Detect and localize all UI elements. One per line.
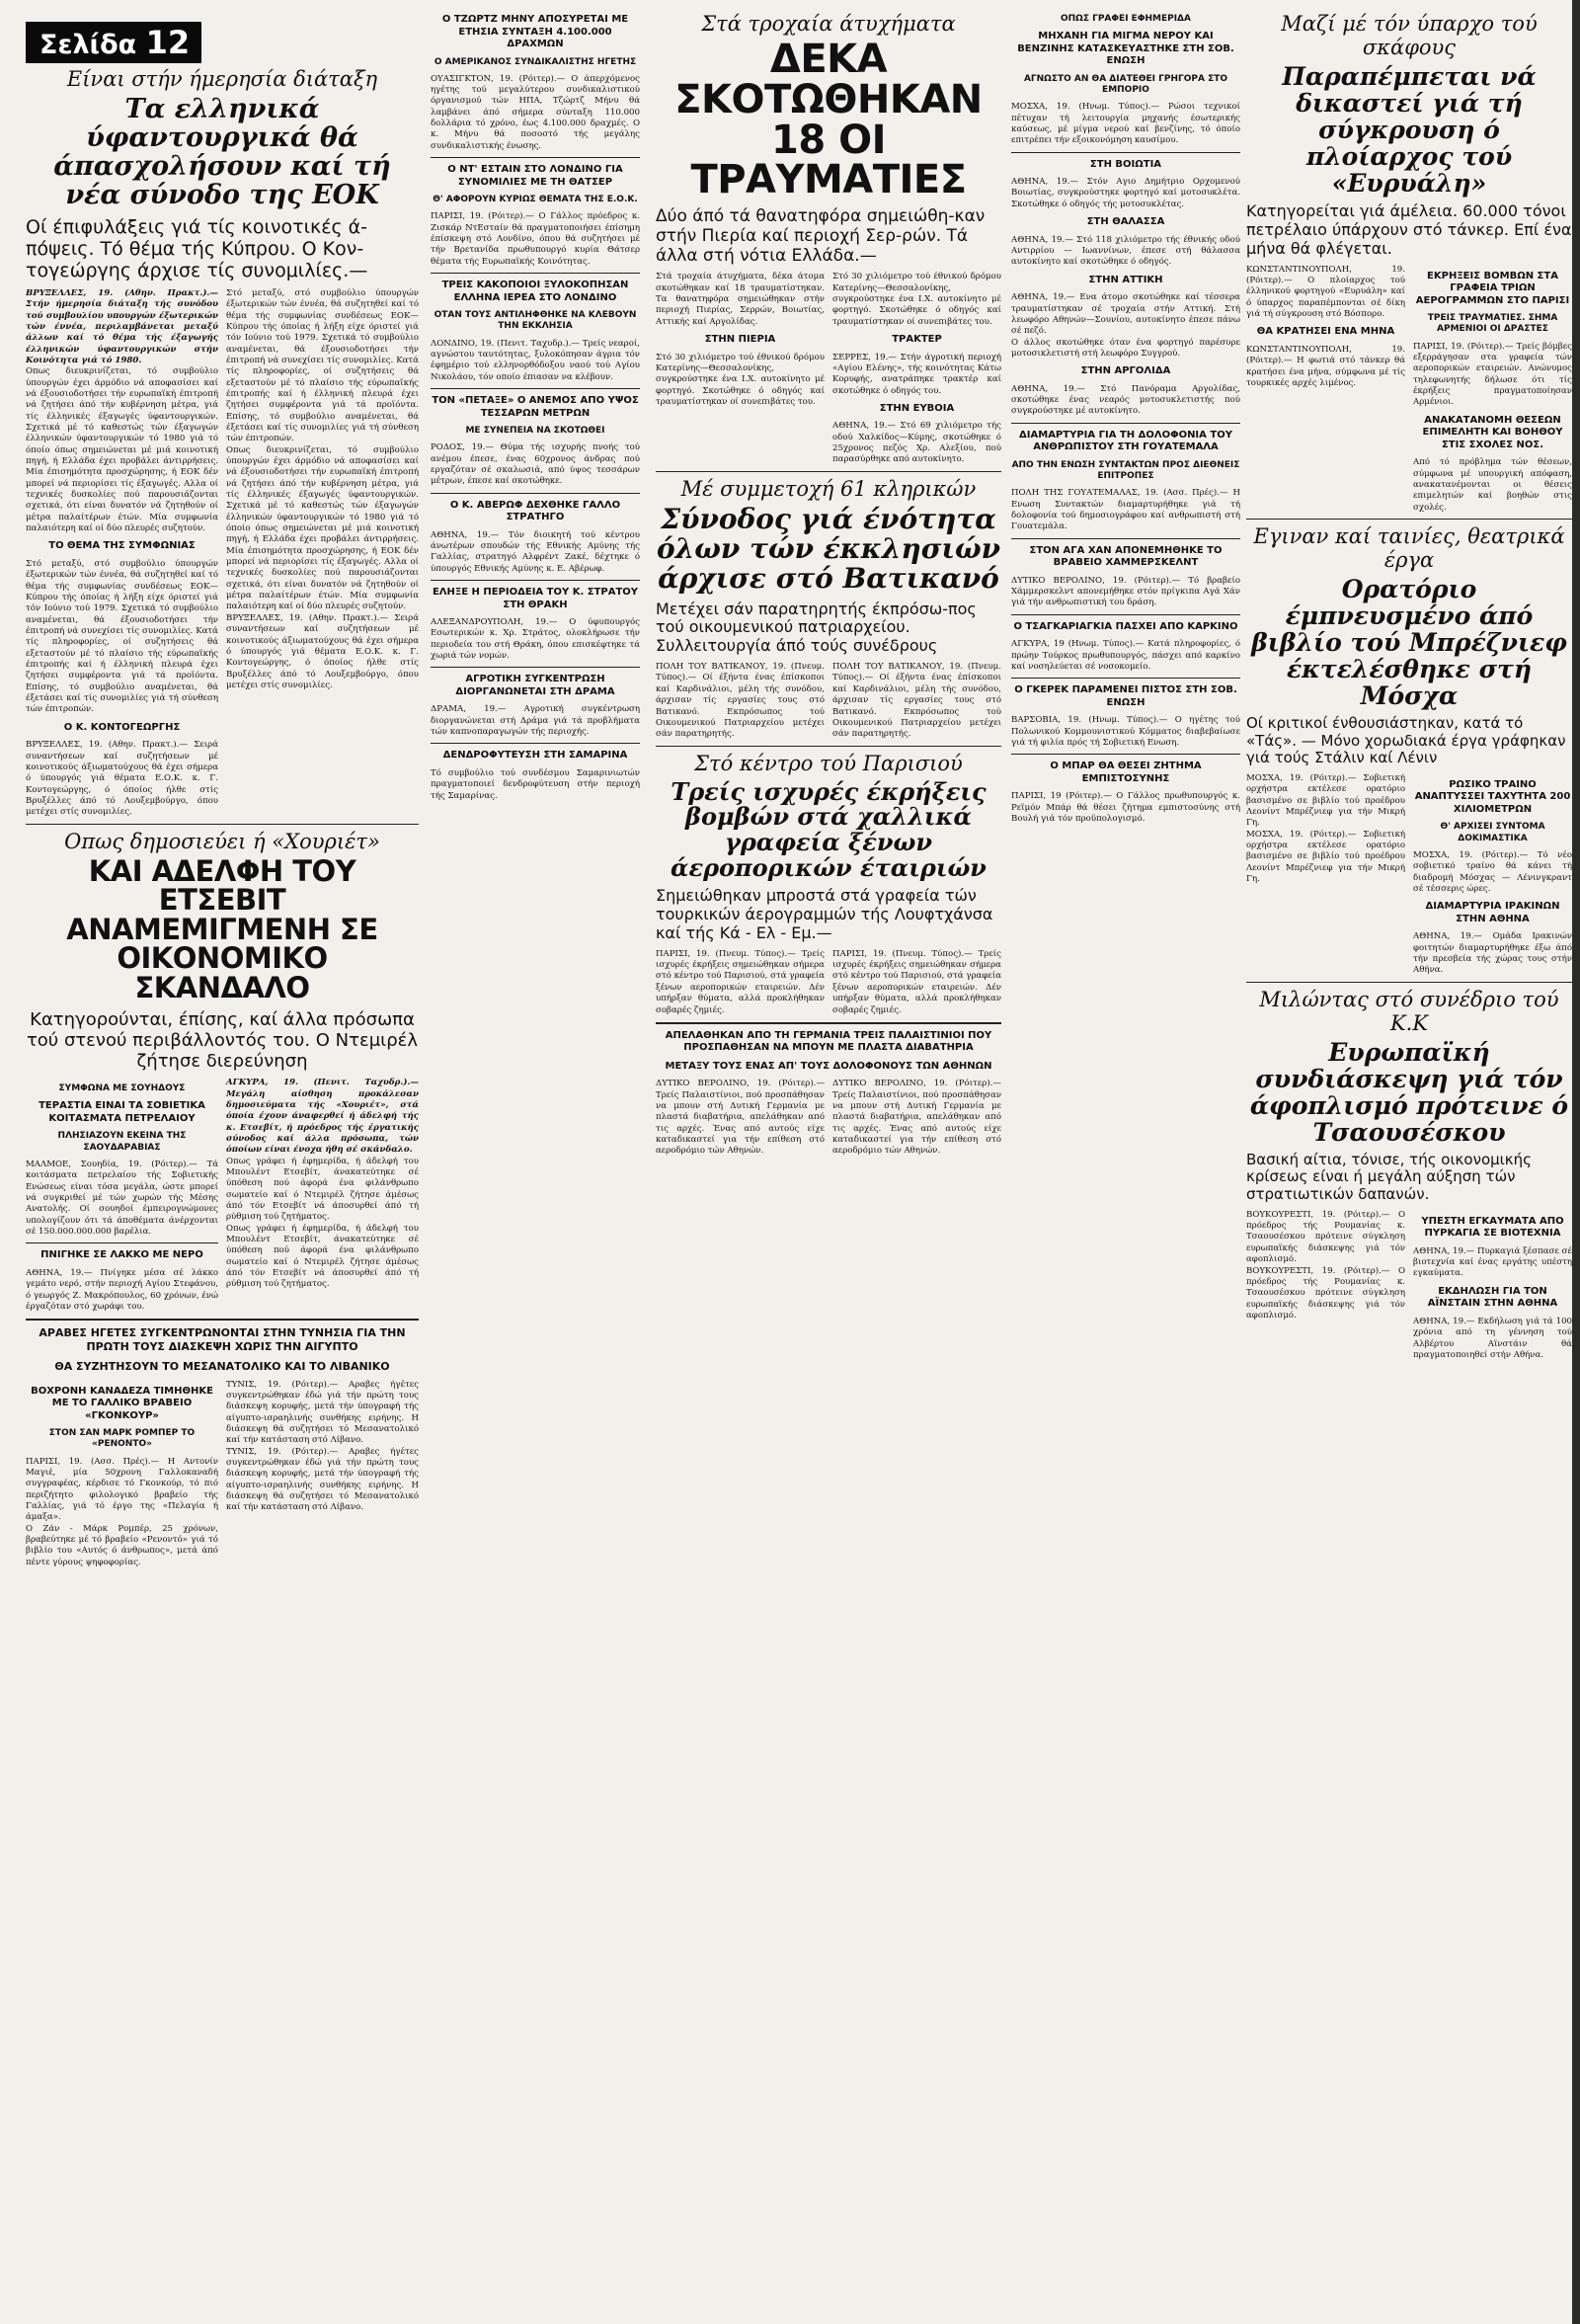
article-deck: Κατηγορείται γιά άμέλεια. 60.000 τόνοι πετρέλαιο ύπάρχουν στό τάνκερ. Επί ένα μήνα θά φλέγεται. [1246,201,1572,258]
column-3 [656,0,1001,2324]
column-2 [431,0,640,2324]
article-text: Οπως διευκρινίζεται, τό συμβούλιο ύπουργών έχει άρμόδιο νά αποφασίσει καί νά έξουσιοδοτήσει τήν ευρωπαϊκή έπιτροπή νά ζητήσει άπό τήν κυβέρνηση μέτρα, γιά τίς έλληνικές έξαγωγές ύφαντουργικών. Σχετικά μέ τό καθεστώς τών έξαγωγών έλληνικών ύφαντουργικών τό 1980 γιά τό όποίο όπως σημειώνεται μέ μιά κοινοτική πηγή, ή Ελλάδα έχει προβάλει άντιρρήσεις. Μία έπισημότητα προσχώρησης, ή ΕΟΚ δέν μπορεί νά περιορίσει τίς έξαγωγές. Αλλα οί τεχνικές δυσκολίες πού παρουσιάζονται σχετικά, ότι είναι δυνατόν νά ζητηθούν οί μέτρα παλαίτέρων έτών. Μία συμφωνία παλαιότερη καί οί δύο πλευρές συζητούν. [226,444,419,612]
article-text: ΠΟΛΗ ΤΟΥ ΒΑΤΙΚΑΝΟΥ, 19. (Πνευμ. Τύπος).— Οί έξήντα ένας έπίσκοποι καί Καρδινάλιοι, μέλη τής συνόδου, άρχισαν τίς εργασίες τους στό Βατικανό. Εκπρόσωπος τού Οικουμενικού Πατριαρχείου μετέχει σάν παρατηρητής. [832,662,1001,740]
box-heading: ΠΝΙΓΗΚΕ ΣΕ ΛΑΚΚΟ ΜΕ ΝΕΡΟ [40,1249,203,1261]
box-heading: Ο ΝΤ' ΕΣΤΑΙΝ ΣΤΟ ΛΟΝΔΙΝΟ ΓΙΑ ΣΥΝΟΜΙΛΙΕΣ ΜΕ ΤΗ ΘΑΤΣΕΡ [447,164,623,188]
article-text: Στό 30 χιλιόμετρο τού έθνικού δρόμου Κατερίνης—Θεσσαλονίκης, συγκρούστηκε ένα Ι.Χ. αυτοκίνητο μέ φορτηγό. Σκοτώθηκε ό οδηγός καί τραυματίστηκαν οί συνεπιβάτες του. [832,272,1001,327]
box-heading: Θ' ΑΦΟΡΟΥΝ ΚΥΡΙΩΣ ΘΕΜΑΤΑ ΤΗΣ Ε.Ο.Κ. [433,195,638,205]
article-text: ΑΘΗΝΑ, 19.— Στόν Αγιο Δημήτριο Ορχομενού Βοιωτίας, συγκρούστηκε φορτηγό καί μοτοσυκλέτα. Σκοτώθηκε ό οδηγός τής μοτοσυκλέτας. [1011,177,1240,209]
box-heading: ΟΤΑΝ ΤΟΥΣ ΑΝΤΙΛΗΦΘΗΚΕ ΝΑ ΚΛΕΒΟΥΝ ΤΗΝ ΕΚΚΛΗΣΙΑ [434,310,637,332]
article-text: ΑΛΕΞΑΝΔΡΟΥΠΟΛΗ, 19.— Ο ύφυπουργός Εσωτερικών κ. Χρ. Στράτος, ολοκλήρωσε τήν περιοδεία του στή Θράκη, όπου επισκέφτηκε τά χωριά τών νομών. [431,617,640,662]
article-text: ΤΥΝΙΣ, 19. (Ρόιτερ).— Αραβες ήγέτες συγκεντρώθηκαν έδώ γιά τήν πρώτη τους διάσκεψη κορυφής, μετά τήν ύπογραφή τής αίγυπτο-ισραηλινής συνθήκης ειρήνης. Η διάσκεψη θά συζητήσει τό Μεσανατολικό καί τήν κατάσταση στό Λίβανο. [226,1446,419,1513]
article-headline: Τα ελληνικά ύφαντουργικά θά άπασχολήσουν καί τή νέα σύνοδο της ΕΟΚ [53,94,391,211]
article-headline: Παραπέμπεται νά δικαστεί γιά τή σύγκρουση ό πλοίαρχος τού «Ευρυάλη» [1282,62,1537,198]
article-text: ΜΟΣΧΑ, 19. (Ηνωμ. Τύπος).— Ρώσοι τεχνικοί πέτυχαν τή λειτουργία μηχανής έσωτερικής καύσεως, μέ μίγμα νερού καί βενζίνης, τό όποίο επιτρέπει τήν εξοικονόμηση καυσίμου. [1011,102,1240,146]
subheading: ΣΤΗΝ ΕΥΒΟΙΑ [879,402,955,414]
article-text: Στό 30 χιλιόμετρο τού έθνικού δρόμου Κατερίνης—Θεσσαλονίκης, συγκρούστηκε ένα Ι.Χ. αυτοκίνητο μέ φορτηγό. Σκοτώθηκε ό οδηγός καί τραυματίστηκαν οί συνεπιβάτες του. [656,352,825,407]
article-kicker: Μαζί μέ τόν ύπαρχο τού σκάφους [1281,12,1538,59]
box-heading: Ο ΓΚΕΡΕΚ ΠΑΡΑΜΕΝΕΙ ΠΙΣΤΟΣ ΣΤΗ ΣΟΒ. ΕΝΩΣΗ [1014,684,1237,708]
subheading: ΣΤΗΝ ΑΤΤΙΚΗ [1088,274,1163,285]
article-text: ΠΟΛΗ ΤΗΣ ΓΟΥΑΤΕΜΑΛΑΣ, 19. (Ασσ. Πρές).— Η Ενωση Συντακτών διαμαρτυρήθηκε γιά τή δολοφονία τού δημοσιογράφου καί ανθρωπιστή στή Γουατεμάλα. [1011,488,1240,532]
box-heading: ΤΟΝ «ΠΕΤΑΞΕ» Ο ΑΝΕΜΟΣ ΑΠΟ ΥΨΟΣ ΤΕΣΣΑΡΩΝ ΜΕΤΡΩΝ [432,395,639,419]
box-heading: ΤΡΕΙΣ ΚΑΚΟΠΟΙΟΙ ΞΥΛΟΚΟΠΗΣΑΝ ΕΛΛΗΝΑ ΙΕΡΕΑ ΣΤΟ ΛΟΝΔΙΝΟ [441,280,629,303]
column-4 [1011,0,1240,2324]
article-text: ΑΘΗΝΑ, 19.— Πνίγηκε μέσα σέ λάκκο γεμάτο νερό, στήν περιοχή Αγίου Στεφάνου, ό γεωργός Ζ. Μακρόπουλος, 60 χρόνων, ένώ έργαζόταν στό χωράφι του. [26,1267,218,1312]
box-heading: ΑΓΡΟΤΙΚΗ ΣΥΓΚΕΝΤΡΩΣΗ ΔΙΟΡΓΑΝΩΝΕΤΑΙ ΣΤΗ ΔΡΑΜΑ [455,674,615,697]
article-text: Ο Ζάν - Μάρκ Ρομπέρ, 25 χρόνων, βραβεύτηκε μέ τό βραβείο «Ρενοντό» γιά τό βιβλίο του «Αυτός ό άνθρωπος», μετά άπό πέντε γύρους ψηφοφορίας. [26,1523,218,1567]
column-1 [26,0,419,2324]
box-heading: ΒΟΧΡΟΝΗ ΚΑΝΑΔΕΖΑ ΤΙΜΗΘΗΚΕ ΜΕ ΤΟ ΓΑΛΛΙΚΟ ΒΡΑΒΕΙΟ «ΓΚΟΝΚΟΥΡ» [31,1385,213,1421]
box-heading: Ο ΜΠΑΡ ΘΑ ΘΕΣΕΙ ΖΗΤΗΜΑ ΕΜΠΙΣΤΟΣΥΝΗΣ [1050,761,1202,784]
article-text: ΔΡΑΜΑ, 19.— Αγροτική συγκέντρωση διοργανώνεται στή Δράμα γιά τά προβλήματα τών καπνοπαραγωγών τής περιοχής. [431,704,640,738]
column-5 [1246,0,1572,2324]
article-text: ΜΟΣΧΑ, 19. (Ρόιτερ).— Τό νέο σοβιετικό τραίνο θά κάνει τή διαδρομή Μόσχας — Λένινγκραντ σέ τέσσερις ώρες. [1413,849,1572,894]
article-subhead: ΘΑ ΣΥΖΗΤΗΣΟΥΝ ΤΟ ΜΕΣΑΝΑΤΟΛΙΚΟ ΚΑΙ ΤΟ ΛΙΒΑΝΙΚΟ [54,1359,390,1373]
article-text: ΒΡΥΞΕΛΛΕΣ, 19. (Αθην. Πρακτ.).— Σειρά συναντήσεων καί συζητήσεων μέ κοινοτικούς άξιωματούχους θά έχει σήμερα ό ύπουργός γιά θέματα Ε.Ο.Κ. κ. Γ. Κοντογεώργης, ό όποίος ήλθε στίς Βρυξέλλες άπό τό Λουξεμβούργο, όπου μετέχει στίς συνομιλίες. [226,612,419,690]
article-text: ΑΓΚΥΡΑ, 19 (Ηνωμ. Τύπος).— Κατά πληροφορίες, ό πρώην Τούρκος πρωθυπουργός, πάσχει από καρκίνο καί νοσηλεύεται σέ νοσοκομείο. [1011,639,1240,672]
box-heading: ΔΙΑΜΑΡΤΥΡΙΑ ΙΡΑΚΙΝΩΝ ΣΤΗΝ ΑΘΗΝΑ [1425,901,1560,924]
page-edge-shadow [1572,0,1580,2324]
article-text: ΣΕΡΡΕΣ, 19.— Στήν άγροτική περιοχή «Αγίου Ελένης», τής κοινότητας Κάτω Κορυφής, ανατράπηκε τρακτέρ καί σκοτώθηκε ό οδηγός του. [832,352,1001,396]
article-text: ΒΡΥΞΕΛΛΕΣ, 19. (Αθην. Πρακτ.).— Σειρά συναντήσεων καί συζητήσεων μέ κοινοτικούς άξιωματούχους θά έχει σήμερα ό ύπουργός γιά θέματα Ε.Ο.Κ. κ. Γ. Κοντογεώργης, ό όποίος ήλθε στίς Βρυξέλλες άπό τό Λουξεμβούργο, όπου μετέχει στίς συνομιλίες. [26,740,218,818]
article-text: ΜΟΣΧΑ, 19. (Ρόιτερ).— Σοβιετική ορχήστρα εκτέλεσε ορατόριο βασισμένο σε βιβλίο τού προέδρου Λεονίντ Μπρέζνιεφ για τήν Μικρή Γη. [1246,772,1405,829]
article-deck: Μετέχει σάν παρατηρητής έκπρόσω-πος τού οικουμενικού πατριαρχείου. Συλλειτουργία άπό τούς συνέδρους [656,599,977,656]
article-deck: Κατηγορούνται, έπίσης, καί άλλα πρόσωπα τού στενού περιβάλλοντός του. Ο Ντεμιρέλ ζήτησε διερεύνηση [26,1008,419,1072]
article-text: ΑΘΗΝΑ, 19.— Πυρκαγιά ξέσπασε σέ βιοτεχνία καί ένας εργάτης υπέστη εγκαύματα. [1413,1245,1572,1279]
subheading: ΣΤΗΝ ΠΙΕΡΙΑ [704,334,776,346]
article-headline: Ορατόριο έμπνευσμένο άπό βιβλίο τού Μπρέζνιεφ έκτελέσθηκε στή Μόσχα [1251,574,1567,710]
box-heading: Ο Κ. ΑΒΕΡΩΦ ΔΕΧΘΗΚΕ ΓΑΛΛΟ ΣΤΡΑΤΗΓΟ [449,499,621,523]
subheading: ΣΤΗ ΘΑΛΑΣΣΑ [1086,216,1165,228]
article-deck: Βασική αίτια, τόνισε, τής οικονομικής κρίσεως είναι ή μεγάλη αύξηση τών στρατιωτικών δαπανών. [1246,1150,1532,1204]
article-text: Οπως γράφει ή έφημερίδα, ή άδελφή του Μπουλέντ Ετσεβίτ, άνακατεύτηκε σέ ύπόθεση πού άφορά ένα φιλάνθρωπο σωματείο καί ό Ντεμιρέλ ζήτησε άμέσως άπό τόν Ετσεβίτ νά άποσυρθεί άπό τή ρύθμιση τού ζητήματος. [226,1223,419,1290]
box-heading: ΕΛΗΞΕ Η ΠΕΡΙΟΔΕΙΑ ΤΟΥ Κ. ΣΤΡΑΤΟΥ ΣΤΗ ΘΡΑΚΗ [432,587,639,610]
box-heading: ΕΚΔΗΛΩΣΗ ΓΙΑ ΤΟΝ ΑΪΝΣΤΑΙΝ ΣΤΗΝ ΑΘΗΝΑ [1427,1285,1558,1310]
article-headline: Τρείς ισχυρές έκρήξεις βομβών στά χαλλικά γραφεία ξένων άεροπορικών έταιριών [671,776,987,883]
article-text: ΟΥΑΣΙΓΚΤΟΝ, 19. (Ρόιτερ).— Ο άπερχόμενος ηγέτης τού μεγαλύτερου συνδικαλιστικού όργανισμού τών ΗΠΑ, Τζώρτζ Μήνυ θά λαμβάνει άπό σήμερα σύνταξη 110.000 δολλάρια τό χρόνο, έως 4.100.000 δραχμές. Ο κ. Μήνυ θά ποσοστό τής μεγάλης συνδικαλιστικής ένωσης. [431,73,640,151]
box-heading: ΥΠΕΣΤΗ ΕΓΚΑΥΜΑΤΑ ΑΠΟ ΠΥΡΚΑΓΙΑ ΣΕ ΒΙΟΤΕΧΝΙΑ [1421,1215,1564,1240]
subheading: ΤΡΑΚΤΕΡ [892,334,942,346]
article-text: Στά τροχαία άτυχήματα, δέκα άτομα σκοτώθηκαν καί 18 τραυματίστηκαν. Τα θανατηφόρα σημειώθηκαν στήν περιοχή Πιερίας, Σερρών, Βοιωτίας, Αττικής καί Αργολίδας. [656,272,825,327]
article-kicker: Μέ συμμετοχή 61 κληρικών [680,476,977,501]
article-kicker: Στά τροχαία άτυχήματα [701,12,956,36]
article-text: ΡΟΔΟΣ, 19.— Θύμα τής ισχυρής πνοής τού ανέμου έπεσε, ένας 60χρονος άνδρας πού εργαζόταν σέ σκαλωσιά, από ύψος τεσσάρων μέτρων, έπεσε καί σκοτώθηκε. [431,442,640,487]
subheading: ΘΑ ΚΡΑΤΗΣΕΙ ΕΝΑ ΜΗΝΑ [1256,326,1395,338]
article-text: ΜΑΛΜΟΕ, Σουηδία, 19. (Ρόιτερ).— Τά κοιτάσματα πετρελαίου τής Σοβιετικής Ενώσεως είναι τόσα μεγάλα, ώστε μπορεί νά συγκριθεί μέ τών χωρών τής Μέσης Ανατολής. Οί σουηδοί έμπειρογνώμονες υπολογίζουν ότι τά άποθέματα άνέρχονται σέ 150.000.000.000 βαρέλια. [26,1159,218,1238]
article-text: ΚΩΝΣΤΑΝΤΙΝΟΥΠΟΛΗ, 19. (Ρόιτερ).— Ο πλοίαρχος τού έλληνικού φορτηγού «Ευρυάλη» καί ό ύπαρχος παραπέμπονται σέ δίκη γιά τή σύγκρουση στό Βόσπορο. [1246,264,1405,319]
box-heading: ΑΓΝΩΣΤΟ ΑΝ ΘΑ ΔΙΑΤΕΘΕΙ ΓΡΗΓΟΡΑ ΣΤΟ ΕΜΠΟΡΙΟ [1023,73,1228,95]
subheading: Ο Κ. ΚΟΝΤΟΓΕΩΡΓΗΣ [63,721,181,733]
article-text: Στό μεταξύ, στό συμβούλιο ύπουργών έξωτερικών τών έννέα, θά συζητηθεί καί τό θέμα τής συμφωνίας συνδέσεως ΕΟΚ—Κύπρου τής όποίας ή λήξη είχε όριστεί γιά τόν Ιούνιο τού 1979. Σχετικά τό συμβούλιο αναμένεται, θά έξουσιοδοτήσει τήν έπιτροπή νά συνεχίσει τίς συνομιλίες. Κατά τίς πληροφορίες, οί συζητήσεις θά εξεταστούν μέ τό πλαίσιο τής εύρωπαϊκής έπιτροπής καί ή έλληνική πλευρά έχει ζητήσει συμφέροντα γιά τά προϊόντα. Επίσης, τό συμβούλιο αναμένεται, θά έξετάσει καί τίς συνομιλίες γιά τή σύνθεση τών έπιτροπών. [26,558,218,715]
subheading: ΣΤΗ ΒΟΙΩΤΙΑ [1089,158,1162,170]
article-text: ΔΥΤΙΚΟ ΒΕΡΟΛΙΝΟ, 19. (Ρόιτερ).— Τρείς Παλαιστίνιοι, πού προσπάθησαν να μπουν στή Δυτική Γερμανία με πλαστά διαβατήρια, απελάθηκαν από τις αρχές. Ένας από αυτούς είχε καταδικαστεί για τήν επίθεση στό αεροδρόμιο τών Αθηνών. [656,1079,825,1157]
article-text: ΑΘΗΝΑ, 19.— Ομάδα Ιρακινών φοιτητών διαμαρτυρήθηκε έξω άπό τήν πρεσβεία τής χώρας τους στήν Αθήνα. [1413,931,1572,976]
article-kicker: Εγιναν καί ταινίες, θεατρικά έργα [1253,523,1565,572]
article-text: ΒΟΥΚΟΥΡΕΣΤΙ, 19. (Ρόιτερ).— Ο πρόεδρος τής Ρουμανίας κ. Τσαουσέσκου πρότεινε σύγκληση ευρωπαϊκής διάσκεψης γιά τόν αφοπλισμό. [1246,1265,1405,1321]
article-text: ΔΥΤΙΚΟ ΒΕΡΟΛΙΝΟ, 19. (Ρόιτερ).— Τό βραβείο Χάμμερσκελντ απονεμήθηκε στόν πρίγκιπα Αγά Χάν γιά τήν ανθρωπιστική του δράση. [1011,575,1240,608]
article-text: ΑΘΗΝΑ, 19.— Στό 69 χιλιόμετρο τής οδού Χαλκίδος—Κύμης, σκοτώθηκε ό 25χρονος πεζός Χρ. Αλεξίου, πού παρασύρθηκε από αυτοκίνητο. [832,421,1001,465]
article-text: ΠΑΡΙΣΙ, 19. (Ασσ. Πρές).— Η Αντονίν Μαγιέ, μία 50χρονη Γαλλοκαναδή συγγραφέας, κέρδισε τό Γκονκούρ, τό πιό περιζήτητο φιλολογικό βραβείο τής Γαλλίας, γιά τό έργο της «Πελαγία ή άμαξα». [26,1456,218,1523]
box-heading: Ο ΤΣΑΓΚΑΡΙΑΓΚΙΑ ΠΑΣΧΕΙ ΑΠΟ ΚΑΡΚΙΝΟ [1013,620,1238,632]
article-headline: ΑΠΕΛΑΘΗΚΑΝ ΑΠΟ ΤΗ ΓΕΡΜΑΝΙΑ ΤΡΕΙΣ ΠΑΛΑΙΣΤΙΝΙΟΙ ΠΟΥ ΠΡΟΣΠΑΘΗΣΑΝ ΝΑ ΜΠΟΥΝ ΜΕ ΠΛΑΣΤΑ ΔΙΑΒΑΤΗΡΙΑ [665,1029,992,1054]
article-text: Ο άλλος σκοτώθηκε όταν ένα φορτηγό παρέσυρε μοτοσικλετιστή στή λεωφόρο Συγγρού. [1011,337,1240,359]
box-heading: Θ' ΑΡΧΙΣΕΙ ΣΥΝΤΟΜΑ ΔΟΚΙΜΑΣΤΙΚΑ [1440,822,1545,843]
article-deck: Δύο άπό τά θανατηφόρα σημειώθη-καν στήν Πιερία καί περιοχή Σερ-ρών. Τά άλλα στή νότια Ελλάδα.— [656,206,986,267]
box-heading: ΤΡΕΙΣ ΤΡΑΥΜΑΤΙΕΣ. ΣΗΜΑ ΑΡΜΕΝΙΟΙ ΟΙ ΔΡΑΣΤΕΣ [1427,313,1558,335]
article-kicker: Είναι στήν ήμερησία διάταξη [66,67,378,91]
box-heading: ΑΠΟ ΤΗΝ ΕΝΩΣΗ ΣΥΝΤΑΚΤΩΝ ΠΡΟΣ ΔΙΕΘΝΕΙΣ ΕΠΙΤΡΟΠΕΣ [1011,459,1240,482]
article-text: ΠΑΡΙΣΙ, 19. (Ρόιτερ).— Ο Γάλλος πρόεδρος κ. Ζισκάρ ΝτΕσταίν θά πραγματοποιήσει έπίσημη έπίσκεψη στό Λονδίνο, όπου θά συζητήσει μέ τήν Βρετανίδα πρωθυπουργό κυρία Θάτσερ θέματα τής Ευρωπαϊκής Κοινότητας. [431,211,640,267]
page-label: Σελίδα [40,30,137,60]
article-deck: Οί κριτικοί ένθουσιάστηκαν, κατά τό «Τάς». — Μόνο χορωδιακά έργα γράφηκαν γιά τούς Στάλιν καί Λένιν [1246,713,1566,767]
article-kicker: Στό κέντρο τού Παρισιού [694,751,963,775]
box-heading: ΟΠΩΣ ΓΡΑΦΕΙ ΕΦΗΜΕΡΙΔΑ [1060,14,1191,24]
article-text: ΤΥΝΙΣ, 19. (Ρόιτερ).— Αραβες ήγέτες συγκεντρώθηκαν έδώ γιά τήν πρώτη τους διάσκεψη κορυφής, μετά τήν ύπογραφή τής αίγυπτο-ισραηλινής συνθήκης ειρήνης. Η διάσκεψη θά συζητήσει τό Μεσανατολικό καί τήν κατάσταση στό Λίβανο. [226,1379,419,1446]
page-number: 12 [145,24,191,61]
article-text: ΠΑΡΙΣΙ, 19. (Πνευμ. Τύπος).— Τρείς ισχυρές έκρήξεις σημειώθηκαν σήμερα στό κέντρο τού Παρισιού, στά γραφεία ξένων αεροπορικών εταιρειών. Δέν υπήρξαν θύματα, αλλά προκλήθηκαν σοβαρές ζημιές. [832,948,1001,1015]
article-text: ΜΟΣΧΑ, 19. (Ρόιτερ).— Σοβιετική ορχήστρα εκτέλεσε ορατόριο βασισμένο σε βιβλίο τού προέδρου Λεονίντ Μπρέζνιεφ για τήν Μικρή Γη. [1246,829,1405,885]
article-text: Τό συμβούλιο τού συνδέσμου Σαμαρινιωτών πραγματοποιεί δενδροφύτευση στήν περιοχή τής Σαμαρίνας. [431,767,640,801]
article-kicker: Οπως δημοσιεύει ή «Χουριέτ» [64,829,380,853]
box-heading: ΣΥΜΦΩΝΑ ΜΕ ΣΟΥΗΔΟΥΣ [58,1083,186,1094]
subheading: ΣΤΗΝ ΑΡΓΟΛΙΔΑ [1080,365,1171,377]
article-dateline: ΒΡΥΞΕΛΛΕΣ, 19. (Αθην. Πρακτ.).— Στήν ήμερησία διάταξη τής συνόδου τού συμβουλίου υπουργών έξωτερικών τών έννέα, περιλαμβάνεται μεταξύ άλλων καί τό θέμα τής έξαγωγής έλληνικών ύφαντουργικών στήν Κοινότητα γιά τό 1980. [26,287,218,365]
box-heading: ΔΙΑΜΑΡΤΥΡΙΑ ΓΙΑ ΤΗ ΔΟΛΟΦΟΝΙΑ ΤΟΥ ΑΝΘΡΩΠΙΣΤΟΥ ΣΤΗ ΓΟΥΑΤΕΜΑΛΑ [1019,429,1232,453]
article-headline: Σύνοδος γιά ένότητα όλων τών έκκλησιών άρχισε στό Βατικανό [656,502,1001,596]
article-text: ΠΑΡΙΣΙ, 19. (Πνευμ. Τύπος).— Τρείς ισχυρές έκρήξεις σημειώθηκαν σήμερα στό κέντρο τού Παρισιού, στά γραφεία ξένων αεροπορικών εταιρειών. Δέν υπήρξαν θύματα, αλλά προκλήθηκαν σοβαρές ζημιές. [656,948,825,1015]
article-text: Από τό πρόβλημα τών θέσεων, σύμφωνα μέ υπουργική απόφαση, ανακατανέμονται οι θέσεις επιμελητών καί βοηθών στις σχολές. [1413,457,1572,513]
article-text: ΔΥΤΙΚΟ ΒΕΡΟΛΙΝΟ, 19. (Ρόιτερ).— Τρείς Παλαιστίνιοι, πού προσπάθησαν να μπουν στή Δυτική Γερμανία με πλαστά διαβατήρια, απελάθηκαν από τις αρχές. Ένας από αυτούς είχε καταδικαστεί για τήν επίθεση στό αεροδρόμιο τών Αθηνών. [832,1079,1001,1157]
box-heading: ΜΗΧΑΝΗ ΓΙΑ ΜΙΓΜΑ ΝΕΡΟΥ ΚΑΙ ΒΕΝΖΙΝΗΣ ΚΑΤΑΣΚΕΥΑΣΤΗΚΕ ΣΤΗ ΣΟΒ. ΕΝΩΣΗ [1017,31,1234,67]
article-headline: ΚΑΙ ΑΔΕΛΦΗ ΤΟΥ ΕΤΣΕΒΙΤ ΑΝΑΜΕΜΙΓΜΕΝΗ ΣΕ ΟΙΚΟΝΟΜΙΚΟ ΣΚΑΝΔΑΛΟ [66,853,378,1004]
article-text: ΚΩΝΣΤΑΝΤΙΝΟΥΠΟΛΗ, 19. (Ρόιτερ).— Η φωτιά στό τάνκερ θά κρατήσει ένα μήνα, σύμφωνα μέ τίς τουρκικές αρχές λιμένος. [1246,344,1405,388]
box-heading: ΡΩΣΙΚΟ ΤΡΑΙΝΟ ΑΝΑΠΤΥΣΣΕΙ ΤΑΧΥΤΗΤΑ 200 ΧΙΛΙΟΜΕΤΡΩΝ [1414,778,1571,815]
subheading: ΤΟ ΘΕΜΑ ΤΗΣ ΣΥΜΦΩΝΙΑΣ [48,540,196,552]
article-text: Οπως διευκρινίζεται, τό συμβούλιο ύπουργών έχει άρμόδιο νά αποφασίσει καί νά έξουσιοδοτήσει τήν ευρωπαϊκή έπιτροπή νά ζητήσει άπό τήν κυβέρνηση μέτρα, γιά τίς έλληνικές έξαγωγές ύφαντουργικών. Σχετικά μέ τό καθεστώς τών έξαγωγών έλληνικών ύφαντουργικών τό 1980 γιά τό όποίο όπως σημειώνεται μέ μιά κοινοτική πηγή, ή Ελλάδα έχει προβάλει άντιρρήσεις. Μία έπισημότητα προσχώρησης, ή ΕΟΚ δέν μπορεί νά περιορίσει τίς έξαγωγές. Αλλα οί τεχνικές δυσκολίες πού παρουσιάζονται σχετικά, ότι είναι δυνατόν νά ζητηθούν οί μέτρα παλαίτέρων έτών. Μία συμφωνία παλαιότερη καί οί δύο πλευρές συζητούν. [26,366,218,534]
article-text: ΑΘΗΝΑ, 19.— Εκδήλωση γιά τά 100 χρόνια από τη γέννηση τού Αλβέρτου Αϊνστάιν θά πραγματοποιηθεί στήν Αθήνα. [1413,1316,1572,1360]
article-text: ΠΑΡΙΣΙ, 19. (Ρόιτερ).— Τρείς βόμβες εξερράγησαν στα γραφεία τών αεροπορικών εταιρειών. Ανώνυμος τηλεφωνητής δήλωσε ότι τίς έκρήξεις πραγματοποίησαν Αρμένιοι. [1413,341,1572,408]
article-text: ΑΘΗΝΑ, 19.— Στό 118 χιλιόμετρο τής έθνικής οδού Αντιρρίου — Ιωαννίνων, έπεσε στή θάλασσα αυτοκίνητο καί σκοτώθηκε ό οδηγός. [1011,234,1240,268]
article-subhead: ΜΕΤΑΞΥ ΤΟΥΣ ΕΝΑΣ ΑΠ' ΤΟΥΣ ΔΟΛΟΦΟΝΟΥΣ ΤΩΝ ΑΘΗΝΩΝ [665,1060,992,1072]
box-heading: ΔΕΝΔΡΟΦΥΤΕΥΣΗ ΣΤΗ ΣΑΜΑΡΙΝΑ [442,750,628,761]
box-heading: ΣΤΟΝ ΑΓΑ ΧΑΝ ΑΠΟΝΕΜΗΘΗΚΕ ΤΟ ΒΡΑΒΕΙΟ ΧΑΜΜΕΡΣΚΕΛΝΤ [1029,544,1223,569]
box-heading: Ο ΑΜΕΡΙΚΑΝΟΣ ΣΥΝΔΙΚΑΛΙΣΤΗΣ ΗΓΕΤΗΣ [434,56,637,67]
article-text: ΛΟΝΔΙΝΟ, 19. (Πενιτ. Ταχυδρ.).— Τρείς νεαροί, αγνώστου ταυτότητας, ξυλοκόπησαν άγρια τόν έφημέριο τού ελληνορθόδοξου ναού τού Αγίου Νικολάου, τόν οποίο έπιασαν να κλέβουν. [431,338,640,382]
box-heading: Ο ΤΖΩΡΤΖ ΜΗΝΥ ΑΠΟΣΥΡΕΤΑΙ ΜΕ ΕΤΗΣΙΑ ΣΥΝΤΑΞΗ 4.100.000 ΔΡΑΧΜΩΝ [441,14,629,49]
box-heading: ΣΤΟΝ ΣΑΝ ΜΑΡΚ ΡΟΜΠΕΡ ΤΟ «ΡΕΝΟΝΤΟ» [48,1428,196,1450]
article-deck: Σημειώθηκαν μπροστά στά γραφεία τών τουρκικών άερογραμμών τής Λουφτχάνσα καί τής Κά - Ελ - Εμ.— [656,886,993,942]
article-text: ΒΟΥΚΟΥΡΕΣΤΙ, 19. (Ρόιτερ).— Ο πρόεδρος τής Ρουμανίας κ. Τσαουσέσκου πρότεινε σύγκληση ευρωπαϊκής διάσκεψης γιά τόν αφοπλισμό. [1246,1209,1405,1265]
article-text: ΑΘΗΝΑ, 19.— Ενα άτομο σκοτώθηκε καί τέσσερα τραυματίστηκαν σέ τροχαία στήν Αττική. Στή λεωφόρο Αθηνών—Σουνίου, αυτοκίνητο έπεσε πάνω σέ πεζό. [1011,292,1240,337]
article-text: ΒΑΡΣΟΒΙΑ, 19. (Ηνωμ. Τύπος).— Ο ηγέτης τού Πολωνικού Κομμουνιστικού Κόμματος διαβεβαίωσε γιά τή φιλία πρός τή Σοβιετική Ενωση. [1011,715,1240,748]
article-dateline: ΑΓΚΥΡΑ, 19. (Πενιτ. Ταχυδρ.).— Μεγάλη αίσθηση προκάλεσαν δημοσιεύματα τής «Χουριέτ», στά όποία έχουν άναφερθεί ή άδελφή τής κ. Ετσεβίτ, ή πρόεδρος τής έργατικής σύνοδος καί άλλα πρόσωπα, τών όποίων είναι ένοχα ήθη σέ σκάνδαλο. [226,1078,419,1156]
article-text: ΑΘΗΝΑ, 19.— Τόν διοικητή τού κέντρου άνωτέρων σπουδών τής Εθνικής Αμύνης τής Γαλλίας, στρατηγό Αλφρέντ Ζακέ, δέχτηκε ό ύπουργός Εθνικής Αμύνης κ. Ε. Αβέρωφ. [431,529,640,574]
article-text: ΠΟΛΗ ΤΟΥ ΒΑΤΙΚΑΝΟΥ, 19. (Πνευμ. Τύπος).— Οί έξήντα ένας έπίσκοποι καί Καρδινάλιοι, μέλη τής συνόδου, άρχισαν τίς εργασίες τους στό Βατικανό. Εκπρόσωπος τού Οικουμενικού Πατριαρχείου μετέχει σάν παρατηρητής. [656,662,825,740]
article-text: Στό μεταξύ, στό συμβούλιο ύπουργών έξωτερικών τών έννέα, θά συζητηθεί καί τό θέμα τής συμφωνίας συνδέσεως ΕΟΚ—Κύπρου τής όποίας ή λήξη είχε όριστεί γιά τόν Ιούνιο τού 1979. Σχετικά τό συμβούλιο αναμένεται, θά έξουσιοδοτήσει τήν έπιτροπή νά συνεχίσει τίς συνομιλίες. Κατά τίς πληροφορίες, οί συζητήσεις θά εξεταστούν μέ τό πλαίσιο τής εύρωπαϊκής έπιτροπής καί ή έλληνική πλευρά έχει ζητήσει συμφέροντα γιά τά προϊόντα. Επίσης, τό συμβούλιο αναμένεται, θά έξετάσει καί τίς συνομιλίες γιά τή σύνθεση τών έπιτροπών. [226,287,419,444]
box-heading: ΕΚΡΗΞΕΙΣ ΒΟΜΒΩΝ ΣΤΑ ΓΡΑΦΕΙΑ ΤΡΙΩΝ ΑΕΡΟΓΡΑΜΜΩΝ ΣΤΟ ΠΑΡΙΣΙ [1415,270,1570,306]
box-heading: ΤΕΡΑΣΤΙΑ ΕΙΝΑΙ ΤΑ ΣΟΒΙΕΤΙΚΑ ΚΟΙΤΑΣΜΑΤΑ ΠΕΤΡΕΛΑΙΟΥ [39,1100,205,1124]
article-deck: Οί έπιφυλάξεις γιά τίς κοινοτικές ά-πόψεις. Τό θέμα τής Κύπρου. Ο Κον-τογεώργης άρχισε τίς συνομιλίες.— [26,215,368,282]
article-headline: ΔΕΚΑ ΣΚΟΤΩΘΗΚΑΝ 18 ΟΙ ΤΡΑΥΜΑΤΙΕΣ [674,37,983,203]
box-heading: ΑΝΑΚΑΤΑΝΟΜΗ ΘΕΣΕΩΝ ΕΠΙΜΕΛΗΤΗ ΚΑΙ ΒΟΗΘΟΥ ΣΤΙΣ ΣΧΟΛΕΣ ΝΟΣ. [1422,414,1563,450]
article-text: ΑΘΗΝΑ, 19.— Στό Πανόραμα Αργολίδας, σκοτώθηκε ένας νεαρός μοτοσυκλετιστής πού συγκρούστηκε μέ αυτοκίνητο. [1011,383,1240,417]
article-kicker: Μιλώντας στό συνέδριο τού Κ.Κ [1259,987,1559,1035]
box-heading: ΠΛΗΣΙΑΖΟΥΝ ΕΚΕΙΝΑ ΤΗΣ ΣΑΟΥΔΑΡΑΒΙΑΣ [57,1131,187,1153]
article-text: Οπως γράφει ή έφημερίδα, ή άδελφή του Μπουλέντ Ετσεβίτ, άνακατεύτηκε σέ ύπόθεση πού άφορά ένα φιλάνθρωπο σωματείο καί ό Ντεμιρέλ ζήτησε άμέσως άπό τόν Ετσεβίτ νά άποσυρθεί άπό τή ρύθμιση τού ζητήματος. [226,1156,419,1223]
article-headline: ΑΡΑΒΕΣ ΗΓΕΤΕΣ ΣΥΓΚΕΝΤΡΩΝΟΝΤΑΙ ΣΤΗΝ ΤΥΝΗΣΙΑ ΓΙΑ ΤΗΝ ΠΡΩΤΗ ΤΟΥΣ ΔΙΑΣΚΕΨΗ ΧΩΡΙΣ ΤΗΝ ΑΙΓΥΠΤΟ [39,1326,406,1353]
article-text: ΠΑΡΙΣΙ, 19 (Ρόιτερ).— Ο Γάλλος πρωθυπουργός κ. Ρεϊμόν Μπάρ θά θέσει ζήτημα εμπιστοσύνης στή Βουλή γιά τόν προϋπολογισμό. [1011,791,1240,824]
box-heading: ΜΕ ΣΥΝΕΠΕΙΑ ΝΑ ΣΚΟΤΩΘΕΙ [465,426,605,436]
article-headline: Ευρωπαϊκή συνδιάσκεψη γιά τόν άφοπλισμό πρότεινε ό Τσαουσέσκου [1249,1037,1569,1147]
